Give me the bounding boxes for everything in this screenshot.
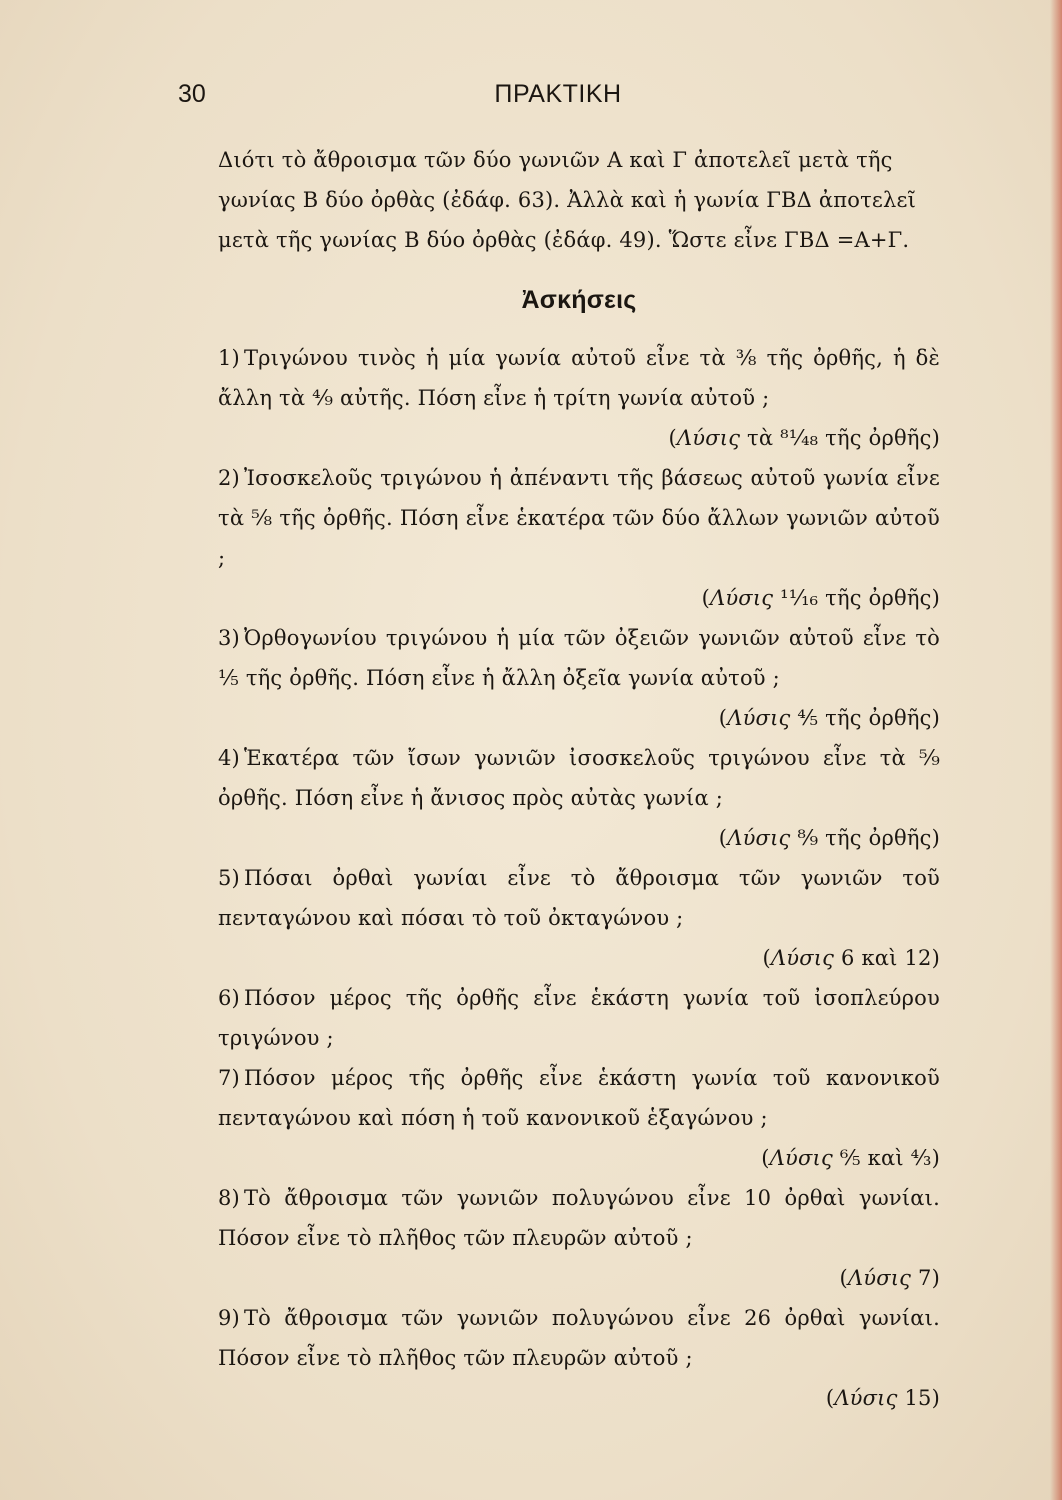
solution-label: Λύσις xyxy=(727,706,791,730)
exercise-question: Ἰσοσκελοῦς τριγώνου ἡ ἀπέναντι τῆς βάσεως αὐτοῦ γωνία εἶνε τὰ ⁵⁄₈ τῆς ὀρθῆς. Πόση εἶνε ἑκατέρα τῶν δύο ἄλλων γωνιῶν αὐτοῦ ; xyxy=(218,466,940,570)
exercise-solution: (Λύσις 6 καὶ 12) xyxy=(762,946,940,970)
running-title: ΠΡΑΚΤΙΚΗ xyxy=(494,80,622,108)
exercise-number: 5) xyxy=(218,866,240,890)
exercise-text-block xyxy=(218,978,940,1058)
exercise-item xyxy=(218,1178,940,1298)
exercise-text-block xyxy=(218,1058,940,1138)
solution-value: τὰ ⁸¹⁄₄₈ τῆς ὀρθῆς xyxy=(747,426,932,450)
exercise-number: 3) xyxy=(218,626,240,650)
exercise-solution: (Λύσις ⁸⁄₉ τῆς ὀρθῆς) xyxy=(718,826,940,850)
exercise-question: Πόσον μέρος τῆς ὀρθῆς εἶνε ἑκάστη γωνία τοῦ ἰσοπλεύρου τριγώνου ; xyxy=(218,986,940,1050)
section-title: Ἀσκήσεις xyxy=(521,286,637,314)
solution-value: ⁶⁄₅ καὶ ⁴⁄₃ xyxy=(839,1146,932,1170)
exercise-question: Τριγώνου τινὸς ἡ μία γωνία αὐτοῦ εἶνε τὰ ³⁄₈ τῆς ὀρθῆς, ἡ δὲ ἄλλη τὰ ⁴⁄₉ αὐτῆς. Πόση εἶνε ἡ τρίτη γωνία αὐτοῦ ; xyxy=(218,346,940,410)
solution-value: ¹¹⁄₁₆ τῆς ὀρθῆς xyxy=(780,586,932,610)
exercise-number: 6) xyxy=(218,986,240,1010)
exercise-text-block xyxy=(218,858,940,938)
exercise-question: Τὸ ἄθροισμα τῶν γωνιῶν πολυγώνου εἶνε 10 ὀρθαὶ γωνίαι. Πόσον εἶνε τὸ πλῆθος τῶν πλευρῶν αὐτοῦ ; xyxy=(218,1186,940,1250)
exercise-solution: (Λύσις τὰ ⁸¹⁄₄₈ τῆς ὀρθῆς) xyxy=(668,426,940,450)
intro-paragraph: Διότι τὸ ἄθροισμα τῶν δύο γωνιῶν Α καὶ Γ ἀποτελεῖ μετὰ τῆς γωνίας Β δύο ὀρθὰς (ἐδάφ. 63). Ἀλλὰ καὶ ἡ γωνία ΓΒΔ ἀποτελεῖ μετὰ τῆς γωνίας Β δύο ὀρθὰς (ἐδάφ. 49). Ὥστε εἶνε ΓΒΔ =Α+Γ. xyxy=(218,148,917,252)
exercise-item xyxy=(218,338,940,458)
exercise-solution: (Λύσις ¹¹⁄₁₆ τῆς ὀρθῆς) xyxy=(701,586,940,610)
exercise-question: Ἑκατέρα τῶν ἴσων γωνιῶν ἰσοσκελοῦς τριγώνου εἶνε τὰ ⁵⁄₉ ὀρθῆς. Πόση εἶνε ἡ ἄνισος πρὸς αὐτὰς γωνία ; xyxy=(218,746,940,810)
exercise-question: Τὸ ἄθροισμα τῶν γωνιῶν πολυγώνου εἶνε 26 ὀρθαὶ γωνίαι. Πόσον εἶνε τὸ πλῆθος τῶν πλευρῶν αὐτοῦ ; xyxy=(218,1306,940,1370)
solution-label: Λύσις xyxy=(834,1386,898,1410)
page-body xyxy=(218,140,940,1418)
solution-label: Λύσις xyxy=(709,586,774,610)
exercise-number: 4) xyxy=(218,746,240,770)
solution-label: Λύσις xyxy=(847,1266,912,1290)
solution-value: ⁴⁄₅ τῆς ὀρθῆς xyxy=(797,706,932,730)
exercise-item xyxy=(218,1298,940,1418)
exercise-text-block xyxy=(218,458,940,578)
page-edge-stain xyxy=(1050,0,1062,1500)
exercise-text-block xyxy=(218,338,940,418)
solution-value: ⁸⁄₉ τῆς ὀρθῆς xyxy=(797,826,932,850)
exercise-solution: (Λύσις 7) xyxy=(839,1266,940,1290)
exercise-list xyxy=(218,338,940,1418)
exercise-number: 9) xyxy=(218,1306,240,1330)
exercise-item xyxy=(218,458,940,618)
exercise-solution: (Λύσις 15) xyxy=(825,1386,940,1410)
page-number: 30 xyxy=(178,80,206,108)
exercise-question: Ὀρθογωνίου τριγώνου ἡ μία τῶν ὀξειῶν γωνιῶν αὐτοῦ εἶνε τὸ ¹⁄₅ τῆς ὀρθῆς. Πόση εἶνε ἡ ἄλλη ὀξεῖα γωνία αὐτοῦ ; xyxy=(218,626,940,690)
solution-value: 15 xyxy=(904,1386,932,1410)
exercise-item xyxy=(218,618,940,738)
solution-label: Λύσις xyxy=(727,826,791,850)
exercise-item xyxy=(218,738,940,858)
page-header xyxy=(178,80,938,116)
exercise-question: Πόσαι ὀρθαὶ γωνίαι εἶνε τὸ ἄθροισμα τῶν γωνιῶν τοῦ πενταγώνου καὶ πόσαι τὸ τοῦ ὀκταγώνου ; xyxy=(218,866,940,930)
exercise-number: 8) xyxy=(218,1186,240,1210)
exercise-text-block xyxy=(218,738,940,818)
solution-value: 7 xyxy=(918,1266,932,1290)
exercise-item xyxy=(218,978,940,1058)
exercise-solution: (Λύσις ⁶⁄₅ καὶ ⁴⁄₃) xyxy=(761,1146,940,1170)
exercise-item xyxy=(218,858,940,978)
exercise-item xyxy=(218,1058,940,1178)
solution-label: Λύσις xyxy=(769,1146,833,1170)
solution-label: Λύσις xyxy=(770,946,835,970)
solution-label: Λύσις xyxy=(676,426,741,450)
solution-value: 6 καὶ 12 xyxy=(841,946,932,970)
exercise-text-block xyxy=(218,618,940,698)
exercise-number: 1) xyxy=(218,346,240,370)
exercise-question: Πόσον μέρος τῆς ὀρθῆς εἶνε ἑκάστη γωνία τοῦ κανονικοῦ πενταγώνου καὶ πόση ἡ τοῦ κανονικοῦ ἑξαγώνου ; xyxy=(218,1066,940,1130)
exercise-text-block xyxy=(218,1178,940,1258)
exercise-number: 2) xyxy=(218,466,240,490)
exercise-number: 7) xyxy=(218,1066,240,1090)
exercise-text-block xyxy=(218,1298,940,1378)
exercise-solution: (Λύσις ⁴⁄₅ τῆς ὀρθῆς) xyxy=(718,706,940,730)
